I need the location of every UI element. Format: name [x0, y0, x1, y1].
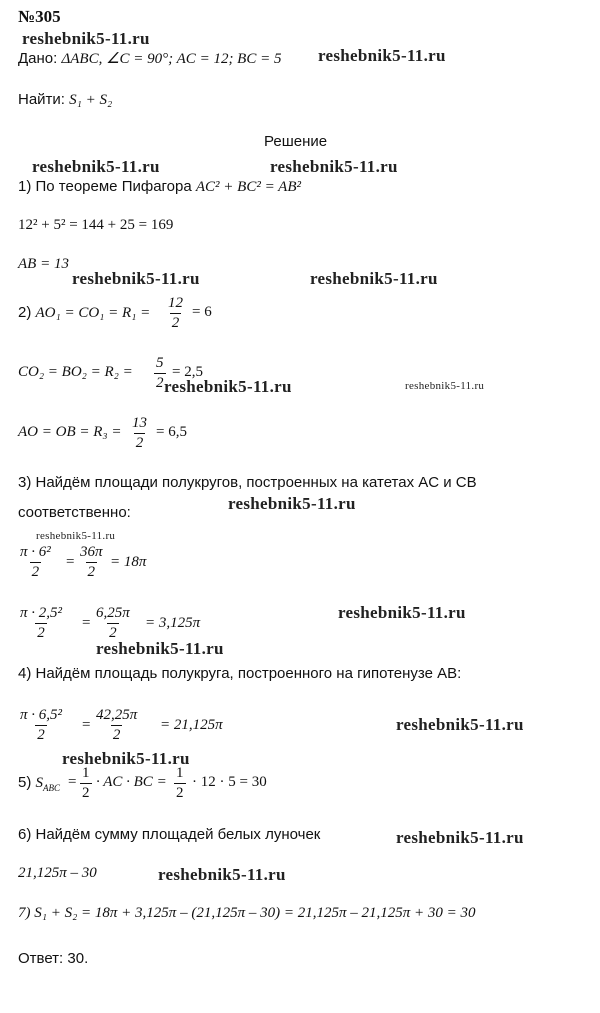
watermark: reshebnik5-11.ru — [396, 828, 524, 847]
step6-calc: 21,125π – 30 — [18, 865, 97, 881]
find-expression: S₁ + S₂ — [69, 92, 113, 108]
watermark: reshebnik5-11.ru — [270, 157, 398, 176]
step5-mid: · AC · BC = — [96, 774, 167, 790]
step3-text-2: соответственно: — [18, 504, 131, 521]
step1-calc: 12² + 5² = 144 + 25 = 169 — [18, 217, 174, 233]
step2-left: AO₁ = CO₁ = R₁ = — [35, 305, 151, 321]
fraction-denominator: 2 — [31, 564, 40, 580]
step4-fraction-2 — [94, 708, 139, 743]
watermark: reshebnik5-11.ru — [36, 530, 116, 542]
step1-text: 1) По теореме Пифагора — [18, 178, 196, 195]
fraction-denominator: 2 — [87, 564, 95, 580]
fraction-numerator: 42,25π — [96, 707, 138, 723]
fraction-denominator: 2 — [112, 727, 121, 743]
step6-text: 6) Найдём сумму площадей белых луночек — [18, 826, 321, 843]
fraction-numerator: 12 — [168, 295, 183, 311]
fraction-numerator: π · 6,5² — [20, 707, 63, 723]
step3-f1-fraction-2 — [78, 545, 105, 580]
fraction-numerator: 36π — [80, 544, 103, 560]
solution-title: Решение — [264, 133, 328, 150]
step1-formula: AC² + BC² = AB² — [195, 179, 301, 195]
step1-result: AB = 13 — [18, 256, 69, 272]
step3-f2-fraction-2 — [94, 606, 132, 641]
fraction-denominator: 2 — [37, 625, 45, 641]
step2c-fraction — [130, 416, 149, 451]
find-label: Найти: — [18, 91, 70, 108]
fraction-numerator: 13 — [132, 415, 147, 431]
fraction-numerator: 1 — [82, 765, 90, 781]
find-line — [18, 92, 112, 108]
watermark: reshebnik5-11.ru — [72, 269, 200, 288]
answer: Ответ: 30. — [18, 950, 89, 967]
fraction-numerator: 1 — [176, 765, 184, 781]
step1-line — [18, 179, 301, 195]
watermark: reshebnik5-11.ru — [318, 46, 446, 65]
fraction-numerator: 6,25π — [96, 605, 130, 621]
fraction-denominator: 2 — [156, 375, 164, 391]
given-triangle: ΔABC, ∠C = 90°; AC = 12; BC = 5 — [61, 51, 282, 67]
step5-area-symbol: S — [35, 775, 44, 791]
step2b-left: CO₂ = BO₂ = R₂ = — [18, 364, 133, 380]
step4-text: 4) Найдём площадь полукруга, построенного на гипотенузе AB: — [18, 665, 462, 682]
fraction-denominator: 2 — [171, 315, 180, 331]
step5-area-subscript: ABC — [43, 783, 61, 793]
fraction-numerator: 5 — [156, 355, 164, 371]
step4-fraction-1 — [18, 708, 64, 743]
watermark: reshebnik5-11.ru — [32, 157, 160, 176]
fraction-denominator: 2 — [82, 785, 90, 801]
step5-end: · 12 · 5 = 30 — [192, 774, 267, 790]
problem-number: №305 — [18, 7, 61, 26]
step5-fraction-2 — [174, 766, 186, 801]
step2-fraction — [166, 296, 185, 331]
watermark: reshebnik5-11.ru — [164, 377, 292, 396]
step7-line: 7) S₁ + S₂ = 18π + 3,125π – (21,125π – 30) = 21,125π – 21,125π + 30 = 30 — [18, 905, 476, 921]
step5-eq: = — [68, 774, 77, 790]
fraction-numerator: π · 2,5² — [20, 605, 63, 621]
fraction-denominator: 2 — [37, 727, 45, 743]
watermark: reshebnik5-11.ru — [22, 29, 150, 48]
step3-f2-fraction-1 — [18, 606, 64, 641]
watermark: reshebnik5-11.ru — [96, 639, 224, 658]
step2c-left: AO = OB = R₃ = — [18, 424, 122, 440]
step5-line — [18, 775, 60, 793]
step2-line — [18, 305, 150, 321]
given-label: Дано: — [18, 50, 62, 67]
fraction-denominator: 2 — [176, 785, 184, 801]
watermark: reshebnik5-11.ru — [62, 749, 190, 768]
watermark: reshebnik5-11.ru — [158, 865, 286, 884]
watermark: reshebnik5-11.ru — [338, 603, 466, 622]
step3-text-1: 3) Найдём площади полукругов, построенных на катетах AC и CB — [18, 474, 477, 491]
step5-prefix: 5) — [18, 774, 36, 791]
watermark: reshebnik5-11.ru — [405, 380, 485, 392]
step4-result: = 21,125π — [160, 717, 223, 733]
step2-result: = 6 — [192, 304, 212, 320]
step3-f1-result: = 18π — [110, 554, 147, 570]
step2c-result: = 6,5 — [156, 424, 187, 440]
fraction-denominator: 2 — [135, 435, 144, 451]
watermark: reshebnik5-11.ru — [228, 494, 356, 513]
step2b-result: = 2,5 — [172, 364, 203, 380]
fraction-denominator: 2 — [109, 625, 117, 641]
watermark: reshebnik5-11.ru — [396, 715, 524, 734]
watermark: reshebnik5-11.ru — [310, 269, 438, 288]
step3-f1-fraction-1 — [18, 545, 53, 580]
step5-fraction-1 — [80, 766, 92, 801]
step3-f2-result: = 3,125π — [145, 615, 201, 631]
given-line — [18, 51, 281, 67]
step2-prefix: 2) — [18, 304, 36, 321]
fraction-numerator: π · 6² — [20, 544, 51, 560]
